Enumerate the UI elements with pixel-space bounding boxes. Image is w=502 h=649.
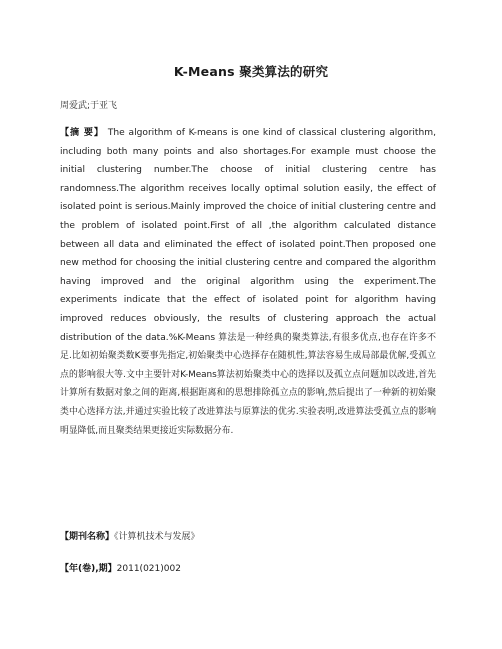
abstract-block [60, 124, 436, 440]
abstract-label: 【摘 要】 [60, 128, 104, 138]
document-title: K-Means 聚类算法的研究 [173, 64, 329, 79]
issue-label: 【年(卷),期】 [60, 564, 117, 574]
journal-line [60, 529, 200, 542]
abstract-chinese-text: 算法是一种经典的聚类算法,有很多优点,也存在许多不足.比如初始聚类数K要事先指定,初始聚类中心选择存在随机性,算法容易生成局部最优解,受孤立点的影响很大等.文中主要针对K-Means算法初始聚类中心的选择以及孤立点问题加以改进,首先计算所有数据对象之间的距离,根据距离和的思想排除孤立点的影响,然后提出了一种新的初始聚类中心选择方法,并通过实验比较了改进算法与原算法的优劣.实验表明,改进算法受孤立点的影响明显降低,而且聚类结果更接近实际数据分布. [60, 332, 436, 436]
issue-value: 2011(021)002 [116, 564, 181, 574]
document-authors: 周爱武;于亚飞 [60, 101, 118, 111]
journal-name: 《计算机技术与发展》 [114, 532, 200, 542]
journal-label: 【期刊名称】 [60, 532, 115, 542]
issue-line [60, 561, 181, 574]
abstract-english-text: The algorithm of K-means is one kind of classical clustering algorithm, including both many points and also shortages.For example must choose the initial clustering number.The choose of initial clustering centre has randomness.The algorithm receives locally optimal solution easily, the effect of isolated point is serious.Mainly improved the choice of initial clustering centre and the problem of isolated point.First of all ,the algorithm calculated distance between all data and eliminated the effect of isolated point.Then proposed one new method for choosing the initial clustering centre and compared the algorithm having improved and the original algorithm using the experiment.The experiments indicate that the effect of isolated point for algorithm having improved reduces obviously, the results of clustering approach the actual distribution of the data.%K-Means [60, 128, 436, 343]
